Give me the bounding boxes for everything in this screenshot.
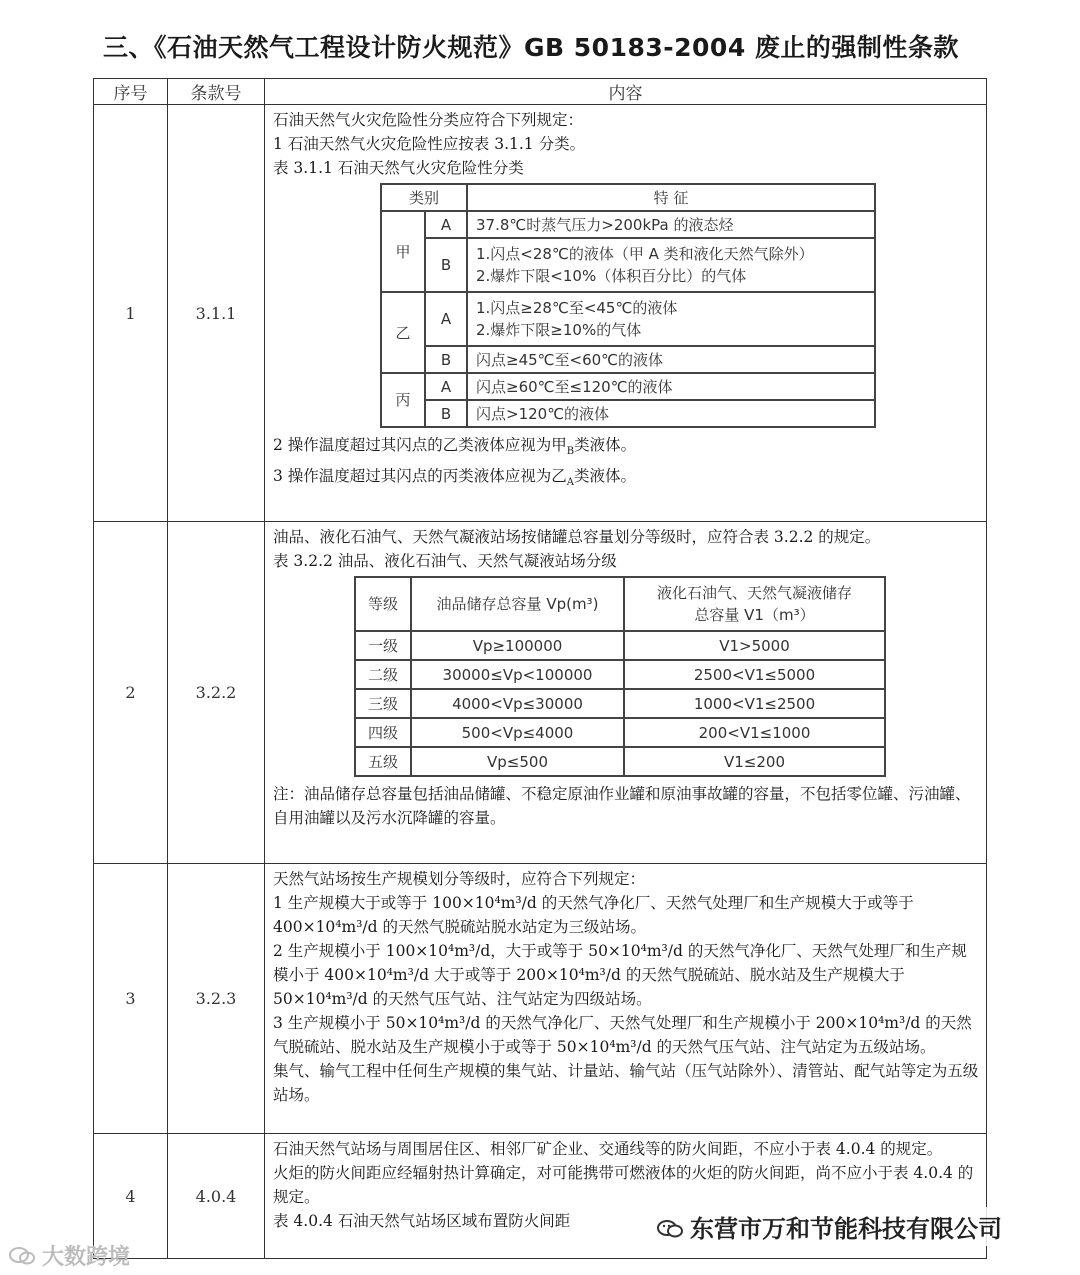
table-header: 类别 [381, 184, 467, 211]
content-line: 表 3.1.1 石油天然气火灾危险性分类 [273, 159, 524, 177]
table-header: 等级 [355, 577, 411, 631]
row-number: 1 [94, 105, 168, 522]
content-line: 表 4.0.4 石油天然气站场区域布置防火间距 [273, 1212, 571, 1230]
content-line: 3 生产规模小于 50×10⁴m³/d 的天然气净化厂、天然气处理厂和生产规模小于 200×10⁴m³/d 的天然气脱硫站、脱水站及生产规模小于或等于 50×10⁴m³/d 的天然气压气站、注气站定为五级站场。 [273, 1014, 972, 1056]
content-line [273, 433, 980, 464]
lpg-capacity-cell: V1≤200 [624, 747, 885, 776]
clause-number: 3.2.2 [168, 522, 265, 864]
text-part: 3 操作温度超过其闪点的丙类液体应视为乙 [273, 467, 567, 486]
content-line: 2 生产规模小于 100×10⁴m³/d，大于或等于 50×10⁴m³/d 的天然气净化厂、天然气处理厂和生产规模小于 400×10⁴m³/d 大于或等于 200×10⁴m³/d 的天然气脱硫站、脱水站及生产规模大于 50×10⁴m³/d 的天然气压气站、注气站定为四级站场。 [273, 942, 967, 1008]
chat-bubble-icon [8, 1245, 36, 1267]
category-cell: 甲 [381, 211, 425, 292]
oil-capacity-cell: Vp≥100000 [411, 631, 624, 660]
feature-cell: 闪点>120℃的液体 [467, 400, 875, 427]
table-header [624, 577, 885, 631]
oil-capacity-cell: Vp≤500 [411, 747, 624, 776]
content-line: 1 生产规模大于或等于 100×10⁴m³/d 的天然气净化厂、天然气处理厂和生产规模大于或等于 400×10⁴m³/d 的天然气脱硫站脱水站定为三级站场。 [273, 894, 914, 936]
clause-number: 3.2.3 [168, 864, 265, 1134]
content-line: 集气、输气工程中任何生产规模的集气站、计量站、输气站（压气站除外）、清管站、配气站等定为五级站场。 [273, 1062, 979, 1104]
feature-line: 1.闪点<28℃的液体（甲 A 类和液化天然气除外） [476, 245, 814, 263]
subscript: A [566, 477, 575, 489]
clause-content [265, 522, 987, 864]
watermark-left [8, 1240, 130, 1271]
content-line: 1 石油天然气火灾危险性应按表 3.1.1 分类。 [273, 135, 586, 153]
wechat-icon [656, 1218, 684, 1240]
station-grade-table [354, 576, 886, 777]
header-line: 总容量 V1（m³） [694, 606, 815, 624]
text-part: 类液体。 [574, 467, 637, 486]
oil-capacity-cell: 500<Vp≤4000 [411, 718, 624, 747]
lpg-capacity-cell: 1000<V1≤2500 [624, 689, 885, 718]
grade-cell: 五级 [355, 747, 411, 776]
row-number: 4 [94, 1134, 168, 1259]
feature-cell: 闪点≥45℃至<60℃的液体 [467, 346, 875, 373]
table-row [94, 105, 987, 522]
header-content: 内容 [265, 79, 987, 105]
table-note: 注：油品储存总容量包括油品储罐、不稳定原油作业罐和原油事故罐的容量，不包括零位罐、污油罐、自用油罐以及污水沉降罐的容量。 [273, 785, 971, 827]
grade-cell: 四级 [355, 718, 411, 747]
lpg-capacity-cell: 200<V1≤1000 [624, 718, 885, 747]
table-row [94, 864, 987, 1134]
oil-capacity-cell: 4000<Vp≤30000 [411, 689, 624, 718]
clause-content [265, 105, 987, 522]
text-part: 类液体。 [574, 436, 637, 454]
grade-cell: 一级 [355, 631, 411, 660]
fire-risk-class-table [380, 183, 876, 428]
feature-line: 2.爆炸下限<10%（体积百分比）的气体 [476, 267, 747, 285]
subcategory-cell: B [425, 346, 467, 373]
oil-capacity-cell: 30000≤Vp<100000 [411, 660, 624, 689]
header-clause: 条款号 [168, 79, 265, 105]
subcategory-cell: A [425, 211, 467, 238]
clauses-table [93, 78, 987, 1259]
feature-line: 2.爆炸下限≥10%的气体 [476, 321, 642, 339]
subcategory-cell: B [425, 238, 467, 292]
table-header: 油品储存总容量 Vp(m³) [411, 577, 624, 631]
subscript: B [566, 446, 575, 458]
lpg-capacity-cell: 2500<V1≤5000 [624, 660, 885, 689]
subcategory-cell: A [425, 373, 467, 400]
clause-content [265, 864, 987, 1134]
subcategory-cell: A [425, 292, 467, 346]
content-line: 火炬的防火间距应经辐射热计算确定，对可能携带可燃液体的火炬的防火间距，尚不应小于表 4.0.4 的规定。 [273, 1164, 974, 1206]
table-header: 特 征 [467, 184, 875, 211]
category-cell: 乙 [381, 292, 425, 373]
feature-cell [467, 292, 875, 346]
text-part: 2 操作温度超过其闪点的乙类液体应视为甲 [273, 436, 567, 454]
feature-line: 1.闪点≥28℃至<45℃的液体 [476, 299, 678, 317]
content-line: 表 3.2.2 油品、液化石油气、天然气凝液站场分级 [273, 552, 617, 570]
category-cell: 丙 [381, 373, 425, 427]
row-number: 2 [94, 522, 168, 864]
content-line: 油品、液化石油气、天然气凝液站场按储罐总容量划分等级时，应符合表 3.2.2 的规定。 [273, 528, 881, 546]
watermark-left-text: 大数跨境 [42, 1245, 131, 1270]
table-row [94, 522, 987, 864]
content-line: 石油天然气火灾危险性分类应符合下列规定： [273, 111, 584, 129]
content-line: 石油天然气站场与周围居住区、相邻厂矿企业、交通线等的防火间距，不应小于表 4.0.4 的规定。 [273, 1140, 943, 1158]
content-line [273, 464, 980, 495]
subcategory-cell: B [425, 400, 467, 427]
grade-cell: 三级 [355, 689, 411, 718]
lpg-capacity-cell: V1>5000 [624, 631, 885, 660]
page-title: 三、《石油天然气工程设计防火规范》GB 50183-2004 废止的强制性条款 [103, 33, 959, 62]
clause-number: 4.0.4 [168, 1134, 265, 1259]
grade-cell: 二级 [355, 660, 411, 689]
feature-cell: 37.8℃时蒸气压力>200kPa 的液态烃 [467, 211, 875, 238]
watermark-right-text: 东营市万和节能科技有限公司 [690, 1215, 1002, 1243]
watermark-right [652, 1207, 1006, 1246]
feature-cell [467, 238, 875, 292]
table-header-row [94, 79, 987, 105]
header-no: 序号 [94, 79, 168, 105]
feature-cell: 闪点≥60℃至≤120℃的液体 [467, 373, 875, 400]
clause-number: 3.1.1 [168, 105, 265, 522]
row-number: 3 [94, 864, 168, 1134]
content-line: 天然气站场按生产规模划分等级时，应符合下列规定： [273, 870, 646, 888]
header-line: 液化石油气、天然气凝液储存 [656, 584, 852, 602]
